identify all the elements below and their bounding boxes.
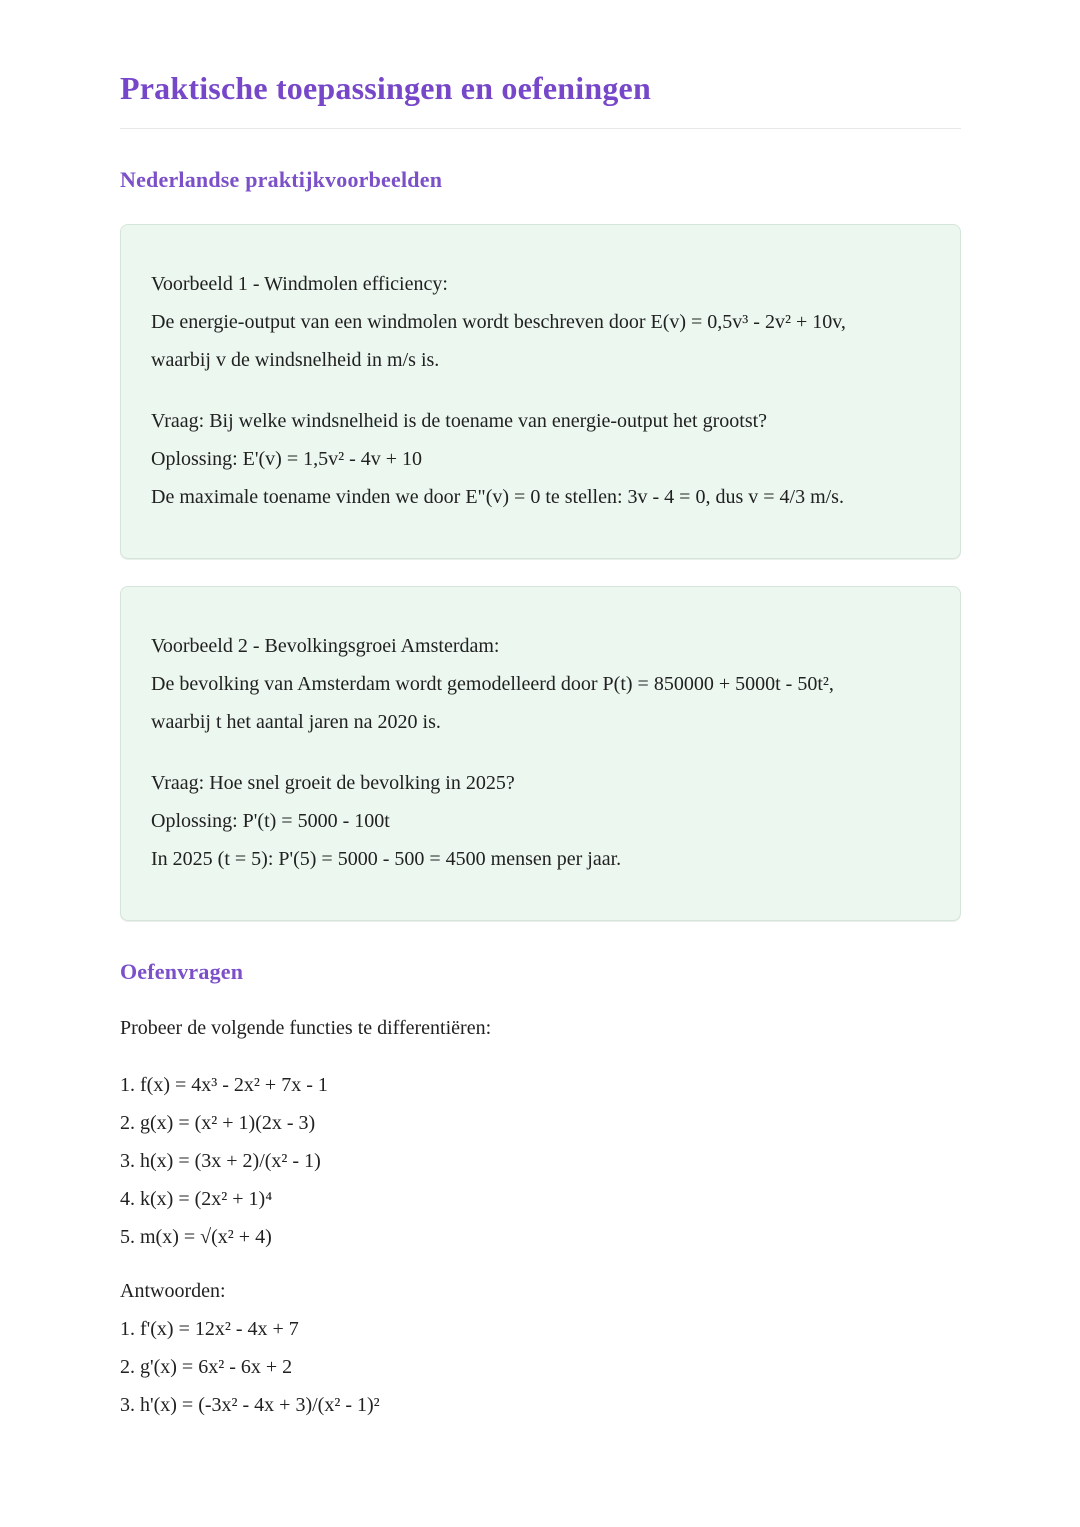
example-2-paragraph-2 bbox=[151, 764, 930, 878]
exercise-question-list bbox=[120, 1066, 961, 1256]
section-heading-oefenvragen: Oefenvragen bbox=[120, 959, 244, 984]
exercises-intro: Probeer de volgende functies te differentiëren: bbox=[120, 1017, 492, 1039]
document-page bbox=[120, 0, 961, 1424]
example-1-line-1: Voorbeeld 1 - Windmolen efficiency: bbox=[151, 273, 448, 295]
exercise-question-5: 5. m(x) = √(x² + 4) bbox=[120, 1226, 272, 1248]
example-1-line-6: De maximale toename vinden we door E"(v) = 0 te stellen: 3v - 4 = 0, dus v = 4/3 m/s. bbox=[151, 486, 844, 508]
exercise-question-2: 2. g(x) = (x² + 1)(2x - 3) bbox=[120, 1112, 316, 1134]
example-1-line-2: De energie-output van een windmolen wordt beschreven door E(v) = 0,5v³ - 2v² + 10v, bbox=[151, 311, 846, 333]
example-1-paragraph-2 bbox=[151, 402, 930, 516]
example-2-line-4: Vraag: Hoe snel groeit de bevolking in 2025? bbox=[151, 772, 515, 794]
example-box-bevolkingsgroei bbox=[120, 586, 961, 921]
example-2-paragraph-1 bbox=[151, 627, 930, 741]
example-box-windmolen bbox=[120, 224, 961, 559]
section-heading-praktijkvoorbeelden: Nederlandse praktijkvoorbeelden bbox=[120, 167, 443, 192]
exercise-question-3: 3. h(x) = (3x + 2)/(x² - 1) bbox=[120, 1150, 321, 1172]
example-1-paragraph-1 bbox=[151, 265, 930, 379]
exercise-question-4: 4. k(x) = (2x² + 1)⁴ bbox=[120, 1188, 273, 1210]
exercise-answer-2: 2. g'(x) = 6x² - 6x + 2 bbox=[120, 1356, 293, 1378]
example-2-line-3: waarbij t het aantal jaren na 2020 is. bbox=[151, 711, 441, 733]
example-2-line-2: De bevolking van Amsterdam wordt gemodelleerd door P(t) = 850000 + 5000t - 50t², bbox=[151, 673, 834, 695]
answers-label: Antwoorden: bbox=[120, 1280, 226, 1302]
example-2-line-1: Voorbeeld 2 - Bevolkingsgroei Amsterdam: bbox=[151, 635, 500, 657]
example-1-line-5: Oplossing: E'(v) = 1,5v² - 4v + 10 bbox=[151, 448, 423, 470]
example-1-line-3: waarbij v de windsnelheid in m/s is. bbox=[151, 349, 440, 371]
example-1-line-4: Vraag: Bij welke windsnelheid is de toename van energie-output het grootst? bbox=[151, 410, 768, 432]
example-2-line-5: Oplossing: P'(t) = 5000 - 100t bbox=[151, 810, 390, 832]
exercise-answer-list bbox=[120, 1310, 961, 1424]
page-title: Praktische toepassingen en oefeningen bbox=[120, 70, 651, 106]
exercise-question-1: 1. f(x) = 4x³ - 2x² + 7x - 1 bbox=[120, 1074, 328, 1096]
exercise-answer-1: 1. f'(x) = 12x² - 4x + 7 bbox=[120, 1318, 299, 1340]
example-2-line-6: In 2025 (t = 5): P'(5) = 5000 - 500 = 4500 mensen per jaar. bbox=[151, 848, 622, 870]
divider bbox=[120, 128, 961, 129]
exercise-answer-3: 3. h'(x) = (-3x² - 4x + 3)/(x² - 1)² bbox=[120, 1394, 380, 1416]
